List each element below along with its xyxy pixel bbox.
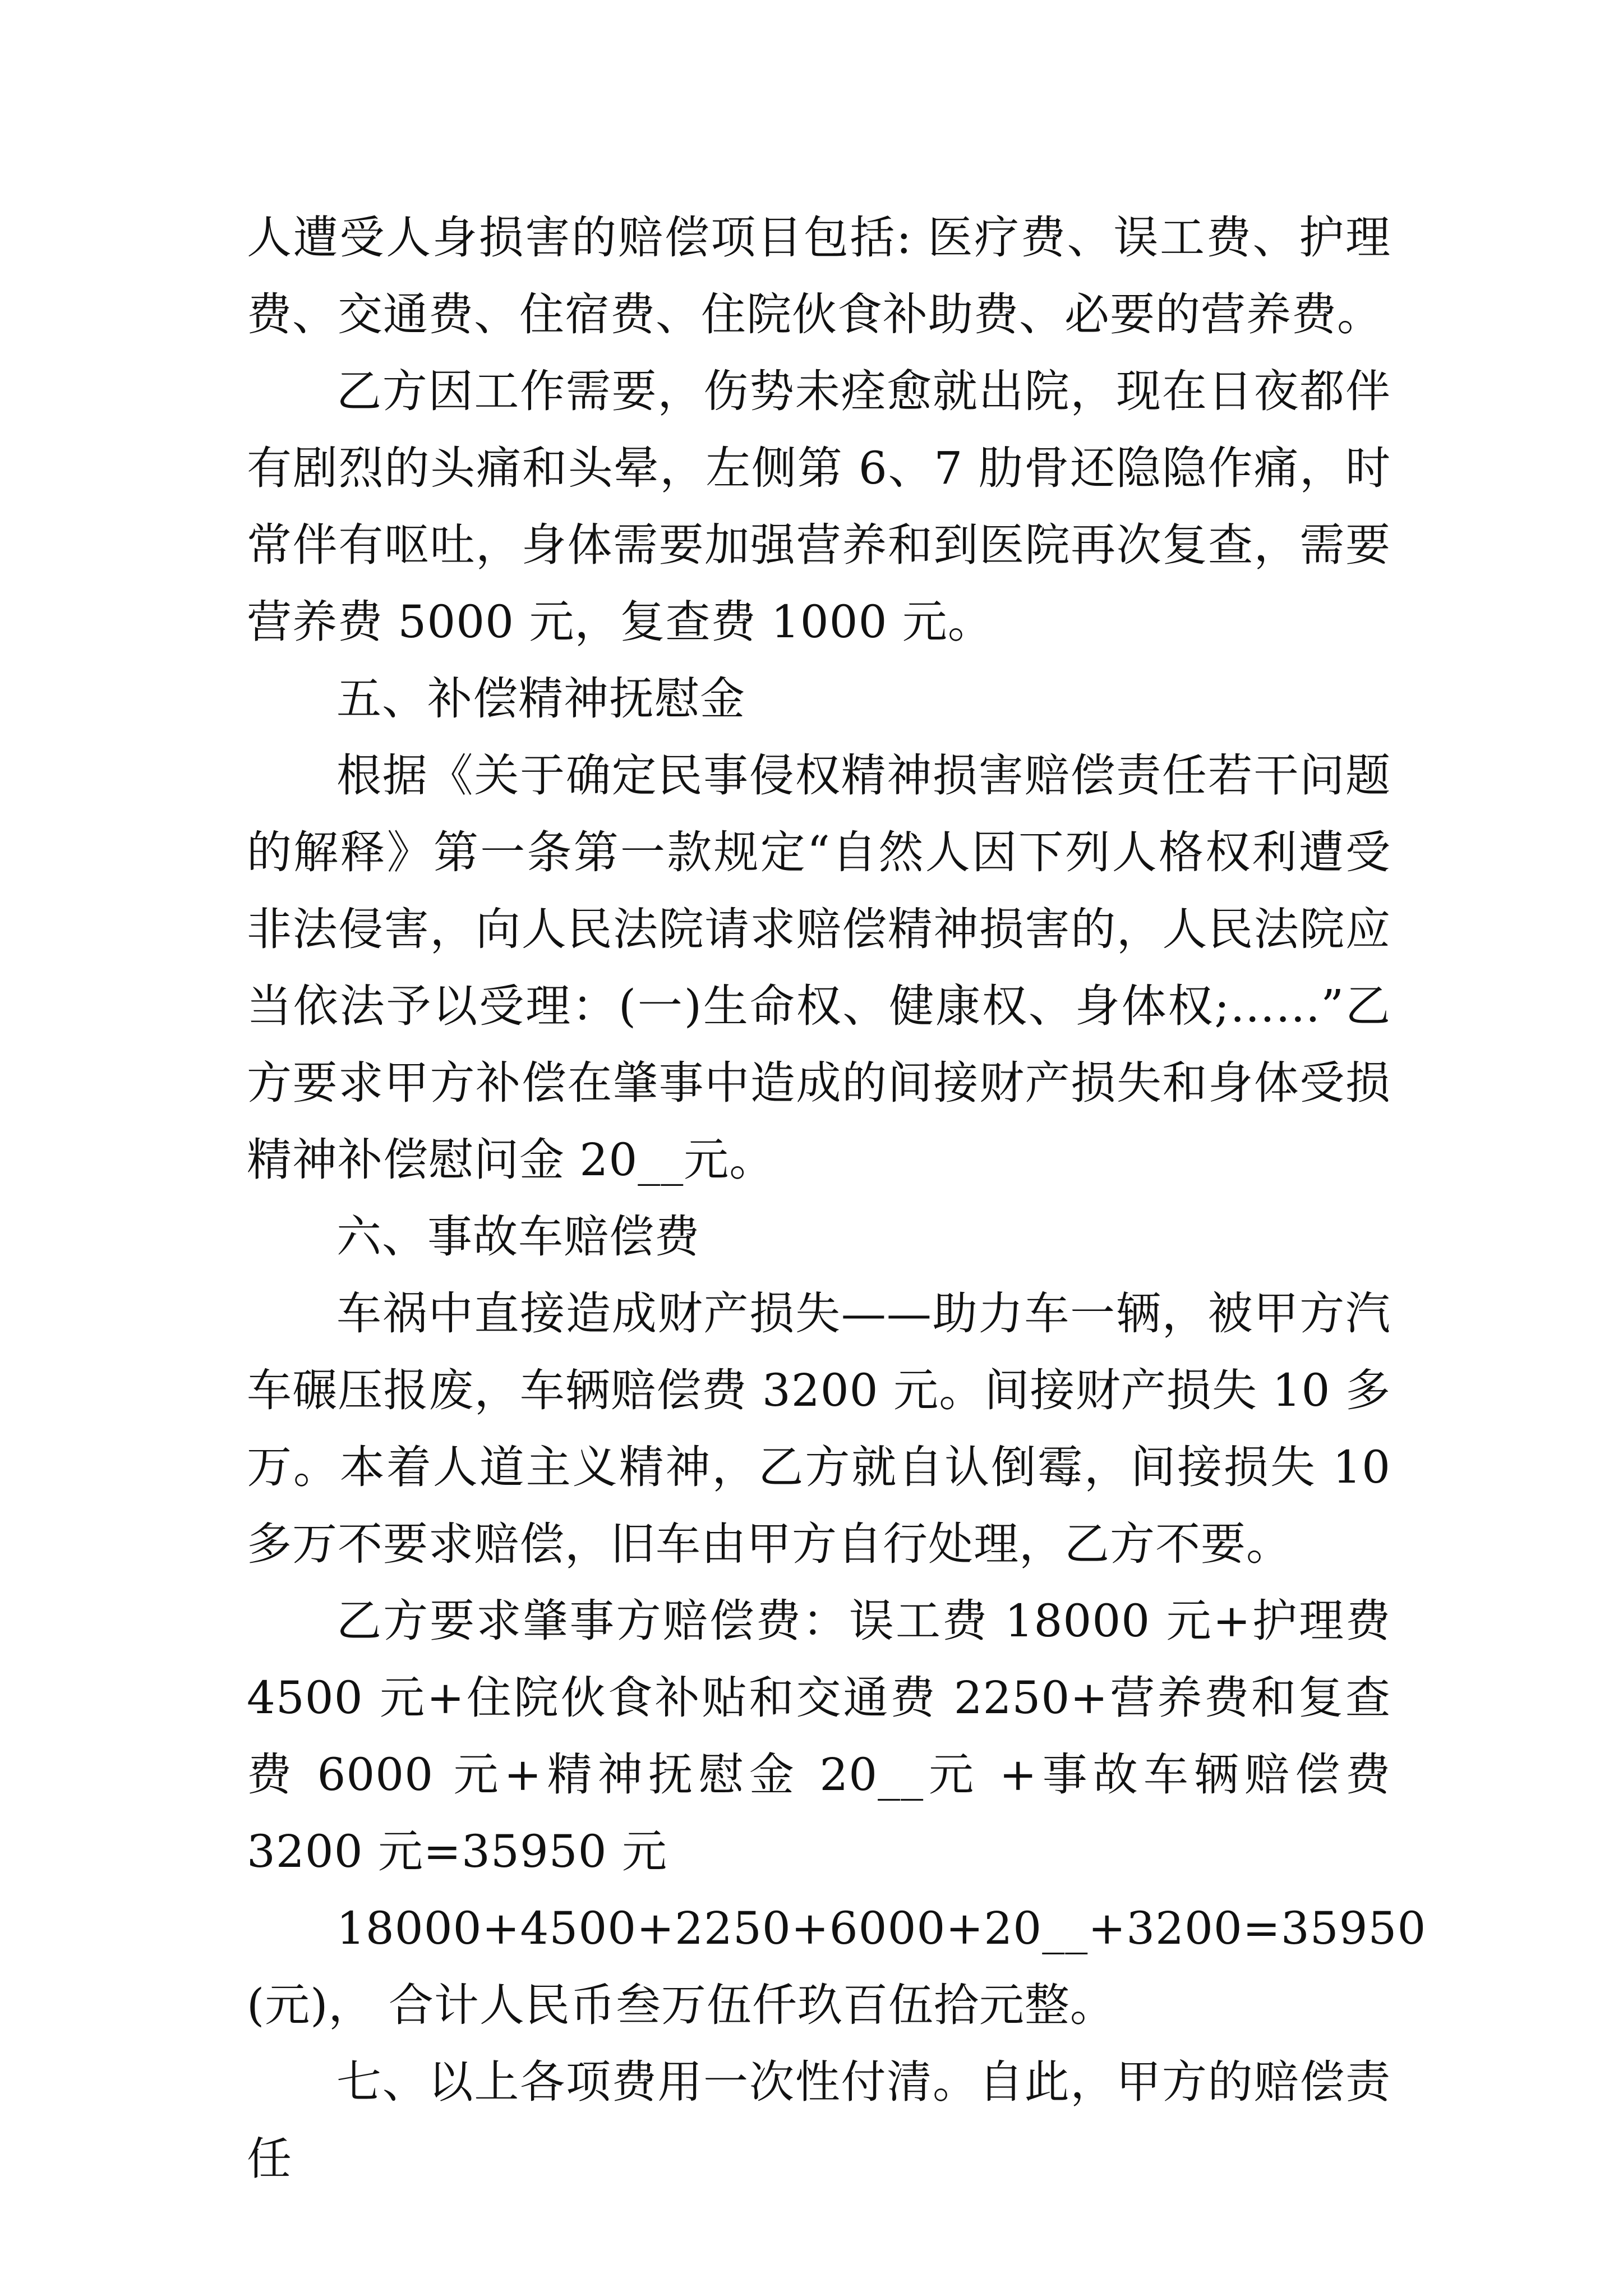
section-heading-5: 五、补偿精神抚慰金 bbox=[336, 673, 745, 725]
paragraph-nutrition-fee: 乙方因工作需要，伤势未痊愈就出院，现在日夜都伴有剧烈的头痛和头晕，左侧第 6、7 肋骨还隐隐作痛，时常伴有呕吐，身体需要加强营养和到医院再次复查，需要营养费 5000 元，复查费 1000 元。 bbox=[247, 365, 1391, 648]
paragraph-mental-damage: 根据《关于确定民事侵权精神损害赔偿责任若干问题的解释》第一条第一款规定“自然人因下列人格权利遭受非法侵害，向人民法院请求赔偿精神损害的，人民法院应当依法予以受理：(一)生命权、健康权、身体权;……”乙方要求甲方补偿在肇事中造成的间接财产损失和身体受损精神补偿慰问金 20__元。 bbox=[247, 749, 1391, 1186]
paragraph-compensation-items: 人遭受人身损害的赔偿项目包括: 医疗费、误工费、护理费、交通费、住宿费、住院伙食补助费、必要的营养费。 bbox=[247, 211, 1391, 341]
document-body bbox=[247, 199, 1427, 2197]
section-heading-7: 七、以上各项费用一次性付清。自此，甲方的赔偿责任 bbox=[247, 2056, 1391, 2185]
paragraph-vehicle-loss: 车祸中直接造成财产损失——助力车一辆，被甲方汽车碾压报废，车辆赔偿费 3200 元。间接财产损失 10 多万。本着人道主义精神，乙方就自认倒霉，间接损失 10 多万不要求赔偿，旧车由甲方自行处理，乙方不要。 bbox=[247, 1287, 1391, 1570]
paragraph-total-sum: 18000+4500+2250+6000+20__+3200=35950 (元)， 合计人民币叁万伍仟玖百伍拾元整。 bbox=[247, 1902, 1427, 2031]
section-heading-6: 六、事故车赔偿费 bbox=[336, 1211, 700, 1263]
paragraph-total-claim: 乙方要求肇事方赔偿费：误工费 18000 元+护理费 4500 元+住院伙食补贴和交通费 2250+营养费和复查费 6000 元+精神抚慰金 20__元 +事故车辆赔偿费 3200 元=35950 元 bbox=[247, 1595, 1391, 1878]
